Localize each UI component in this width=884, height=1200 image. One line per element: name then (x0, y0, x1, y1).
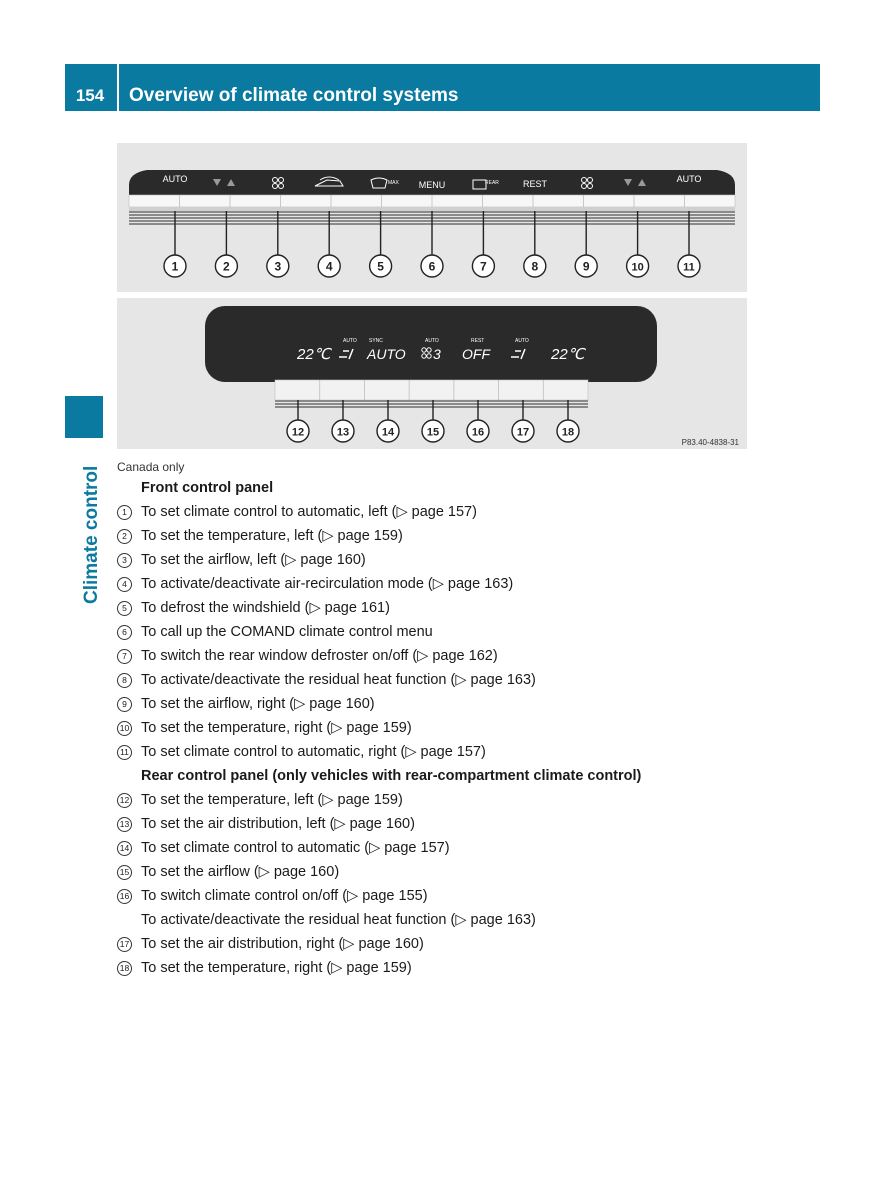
list-item (117, 548, 817, 572)
list-item (117, 812, 817, 836)
rear-label-rest: REST (471, 338, 485, 344)
item-number-badge: 18 (117, 961, 132, 976)
figure-code: P83.40-4838-31 (681, 438, 739, 447)
callout-number: 13 (336, 426, 350, 439)
rear-label-auto-3: AUTO (515, 338, 529, 344)
item-number-badge: 10 (117, 721, 132, 736)
list-item (117, 572, 817, 596)
item-text: To set climate control to automatic, right (▷ page 157) (141, 744, 486, 760)
front-auto-left-label: AUTO (162, 174, 188, 184)
item-number-badge: 8 (117, 673, 132, 688)
item-text: To activate/deactivate the residual heat function (▷ page 163) (141, 912, 536, 928)
climate-panel-illustration (117, 143, 747, 449)
item-number-badge: 13 (117, 817, 132, 832)
callout-number: 17 (516, 426, 530, 439)
header-divider (117, 64, 119, 111)
rear-left-temp: 22℃ (297, 346, 331, 363)
item-text: To activate/deactivate air-recirculation mode (▷ page 163) (141, 576, 514, 592)
list-item (117, 668, 817, 692)
list-item (117, 884, 817, 908)
item-number-badge: 5 (117, 601, 132, 616)
item-text: To set the airflow, left (▷ page 160) (141, 552, 366, 568)
callout-number: 1 (171, 259, 179, 274)
item-text: To set the airflow, right (▷ page 160) (141, 696, 375, 712)
callout-number: 3 (274, 259, 282, 274)
item-text: To set the temperature, right (▷ page 159) (141, 720, 412, 736)
front-panel-heading: Front control panel (141, 480, 274, 496)
rear-off-text: OFF (462, 346, 490, 362)
front-menu-label: MENU (418, 180, 446, 190)
rear-panel-buttons-face (275, 380, 588, 400)
rear-auto-text: AUTO (367, 346, 406, 362)
item-text: To set climate control to automatic, left (▷ page 157) (141, 504, 477, 520)
rear-panel-slats (275, 400, 588, 408)
list-item (117, 692, 817, 716)
front-panel-lip (129, 207, 735, 211)
front-rest-label: REST (522, 179, 548, 189)
item-text: To set the temperature, left (▷ page 159) (141, 528, 403, 544)
rear-item-list (117, 788, 817, 980)
item-text: To set the temperature, left (▷ page 159) (141, 792, 403, 808)
item-text: To switch climate control on/off (▷ page 155) (141, 888, 428, 904)
item-number-badge: 2 (117, 529, 132, 544)
list-item (117, 596, 817, 620)
callout-number: 12 (291, 426, 305, 439)
front-item-list (117, 500, 817, 764)
callout-number: 16 (471, 426, 485, 439)
page-number: 154 (75, 86, 105, 105)
item-text: To call up the COMAND climate control menu (141, 624, 433, 640)
callout-number: 2 (223, 259, 230, 274)
item-text: To set climate control to automatic (▷ page 157) (141, 840, 450, 856)
rear-label-auto-2: AUTO (425, 338, 439, 344)
item-text: To switch the rear window defroster on/off (▷ page 162) (141, 648, 498, 664)
item-number-badge: 15 (117, 865, 132, 880)
callout-number: 4 (325, 259, 333, 274)
callout-number: 6 (428, 259, 436, 274)
callout-number: 9 (582, 259, 590, 274)
climate-panel-figure (117, 143, 747, 449)
callout-number: 15 (426, 426, 440, 439)
svg-text:REAR: REAR (485, 180, 499, 186)
list-item (117, 932, 817, 956)
callout-number: 10 (631, 261, 644, 274)
rear-panel-heading: Rear control panel (only vehicles with rear-compartment climate control) (141, 768, 642, 784)
item-text: To defrost the windshield (▷ page 161) (141, 600, 390, 616)
section-label: Climate control (81, 465, 102, 604)
callout-number: 8 (531, 259, 539, 274)
list-item (117, 644, 817, 668)
item-number-badge: 3 (117, 553, 132, 568)
page-header (65, 64, 820, 111)
rear-right-temp: 22℃ (551, 346, 585, 363)
rear-label-sync: SYNC (369, 338, 383, 344)
list-item (117, 716, 817, 740)
callout-number: 5 (377, 259, 384, 274)
list-item (117, 956, 817, 980)
item-text: To activate/deactivate the residual heat function (▷ page 163) (141, 672, 536, 688)
list-item (117, 788, 817, 812)
item-number-badge: 17 (117, 937, 132, 952)
list-item (117, 500, 817, 524)
callout-number: 18 (561, 426, 575, 439)
list-item (117, 908, 817, 932)
list-item (117, 860, 817, 884)
list-item (117, 620, 817, 644)
item-number-badge: 1 (117, 505, 132, 520)
item-text: To set the airflow (▷ page 160) (141, 864, 340, 880)
item-number-badge: 14 (117, 841, 132, 856)
item-text: To set the air distribution, right (▷ page 160) (141, 936, 424, 952)
item-number-badge: 12 (117, 793, 132, 808)
item-number-badge: 6 (117, 625, 132, 640)
list-item (117, 836, 817, 860)
item-text: To set the air distribution, left (▷ page 160) (141, 816, 415, 832)
callout-number: 7 (480, 259, 487, 274)
canada-note: Canada only (117, 460, 185, 474)
rear-fan-level: 3 (433, 346, 441, 362)
list-item (117, 740, 817, 764)
svg-text:MAX: MAX (388, 180, 399, 186)
item-number-badge: 7 (117, 649, 132, 664)
rear-label-auto-1: AUTO (343, 338, 357, 344)
callout-number: 14 (381, 426, 395, 439)
item-number-badge: 11 (117, 745, 132, 760)
list-item (117, 524, 817, 548)
item-text: To set the temperature, right (▷ page 159) (141, 960, 412, 976)
item-number-badge: 4 (117, 577, 132, 592)
item-number-badge: 16 (117, 889, 132, 904)
item-number-badge: 9 (117, 697, 132, 712)
page-title: Overview of climate control systems (129, 85, 459, 106)
content (117, 458, 817, 980)
front-auto-right-label: AUTO (676, 174, 702, 184)
rear-display (205, 306, 657, 382)
callout-number: 11 (683, 261, 695, 274)
section-tab (65, 396, 103, 438)
